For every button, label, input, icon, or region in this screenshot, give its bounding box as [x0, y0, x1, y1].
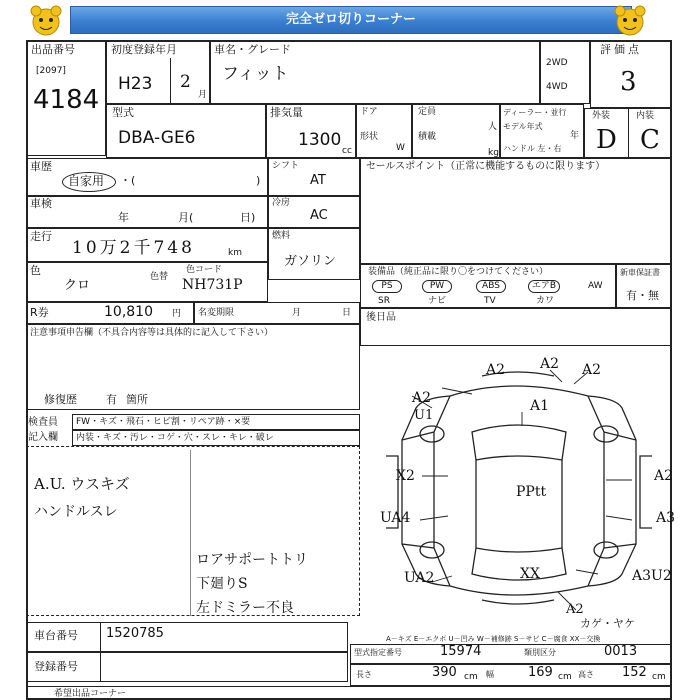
mark-ua4: UA4	[380, 510, 411, 526]
handle-label: ハンドル 左・右	[503, 144, 562, 153]
first-reg-month: 2	[180, 72, 191, 92]
mark-a2-top-mid: A2	[540, 356, 560, 372]
shape-label: 形状	[360, 132, 379, 142]
displacement-unit: cc	[342, 146, 352, 156]
lot-label: 出品番号	[31, 43, 75, 56]
hw-note-2: ハンドルスレ	[34, 504, 118, 520]
color-code-label: 色コード	[186, 265, 223, 275]
length-unit: cm	[464, 672, 478, 682]
width-value: 169	[528, 665, 553, 680]
dealer-label: ディーラー・並行	[503, 108, 567, 117]
repair-value: 有	[106, 393, 117, 406]
load-label: 積載	[418, 132, 437, 142]
handwritten-area	[26, 446, 360, 616]
interior-value: C	[640, 125, 660, 155]
hw-note-3: ロアサポートトリ	[196, 552, 308, 568]
displacement-value: 1300	[298, 130, 342, 150]
color-value: クロ	[64, 278, 91, 293]
history-value: 自家用	[68, 174, 105, 188]
mark-a1: A1	[530, 398, 550, 414]
inspector-row-1-text: FW・キズ・飛石・ヒビ割・リペア跡・×要	[76, 417, 251, 427]
recycle-value: 10,810	[104, 304, 153, 320]
new-warranty-label: 新車保証書	[620, 268, 660, 277]
rear-seat-label: 後日品	[366, 312, 396, 323]
drive-2wd: 2WD	[546, 58, 568, 68]
mark-a2-bottom: A2	[566, 602, 584, 617]
equip-abs: ABS	[476, 280, 506, 293]
car-name-label: 車名・グレード	[214, 43, 291, 56]
new-warranty-value: 有・無	[626, 289, 659, 302]
mark-x2: X2	[396, 468, 415, 484]
color-label: 色	[30, 264, 41, 277]
model-value: DBA-GE6	[118, 128, 196, 148]
color-change-label: 色替	[150, 272, 169, 282]
equip-airbag: エアB	[528, 280, 560, 293]
drive-4wd: 4WD	[546, 82, 568, 92]
repair-place: 箇所	[126, 393, 148, 406]
inspection-cell	[26, 196, 268, 228]
mark-a2-right: A2	[654, 468, 674, 484]
model-label: 型式	[112, 106, 134, 119]
chassis-label: 車台番号	[34, 629, 78, 642]
equip-aw: AW	[588, 281, 603, 291]
shift-label: シフト	[272, 161, 300, 171]
lot-number: 4184	[33, 85, 100, 115]
inspection-year: 年	[118, 211, 129, 224]
height-unit: cm	[652, 672, 666, 682]
name-change-day: 日	[342, 308, 352, 318]
first-reg-label: 初度登録年月	[111, 43, 177, 56]
designation-value: 15974	[440, 644, 482, 659]
name-change-month: 月	[292, 308, 302, 318]
footer-label: 希望出品コーナー	[54, 689, 127, 699]
damage-legend: A－キズ E－エクボ U－凹み W－補修跡 S－サビ C－腐食 XX－交換	[386, 635, 601, 643]
hw-note-1: A.U. ウスキズ	[34, 475, 130, 493]
equip-navi: ナビ	[428, 296, 447, 306]
aircon-label: 冷房	[272, 198, 291, 208]
equip-sr: SR	[378, 296, 390, 306]
mark-pptt: PPtt	[516, 484, 547, 500]
mileage-label: 走行	[30, 230, 52, 243]
length-label: 長さ	[356, 670, 372, 679]
notes-label: 注意事項申告欄（不具合内容等は具体的に記入して下さい）	[30, 328, 274, 338]
class-value: 0013	[604, 644, 638, 659]
aircon-value: AC	[310, 208, 328, 223]
fuel-label: 燃料	[272, 231, 291, 241]
score-label: 評価点	[600, 43, 642, 56]
history-cell	[26, 158, 268, 196]
mark-ua2: UA2	[404, 570, 435, 586]
equip-leather: カワ	[536, 296, 555, 306]
history-close: )	[256, 174, 261, 187]
mileage-value: 10万2千748	[72, 238, 195, 258]
recycle-unit: 円	[172, 309, 182, 319]
height-label: 高さ	[578, 670, 594, 679]
width-unit: cm	[558, 672, 572, 682]
width-label: 幅	[486, 670, 494, 679]
inspection-day: 日)	[240, 211, 256, 224]
history-label: 車歴	[30, 160, 52, 173]
mark-a2-top-left: A2	[486, 362, 506, 378]
history-rest: ・(	[120, 174, 136, 187]
first-reg-month-unit: 月	[198, 90, 208, 100]
equip-ps: PS	[372, 280, 402, 293]
shift-value: AT	[310, 173, 326, 188]
drive-cell	[540, 40, 590, 104]
inspector-label-1: 検査員	[28, 417, 58, 428]
fuel-value: ガソリン	[284, 254, 337, 269]
mileage-unit: km	[228, 248, 242, 258]
hw-note-5: 左ドミラー不良	[196, 600, 294, 616]
chassis-value: 1520785	[106, 626, 164, 641]
first-reg-era: H23	[118, 74, 153, 94]
equip-pw: PW	[422, 280, 452, 293]
mark-a3: A3	[656, 510, 676, 526]
sales-point-label: セールスポイント（正常に機能するものに限ります）	[366, 161, 606, 172]
mascot-right-icon	[612, 4, 648, 38]
interior-label: 内装	[636, 111, 655, 121]
color-code: NH731P	[182, 277, 243, 293]
hw-note-4: 下廻りS	[196, 576, 248, 592]
capacity-label: 定員	[418, 107, 437, 117]
equipment-label: 装備品（純正品に限り〇をつけてください）	[368, 267, 549, 277]
rear-seat-cell	[360, 308, 672, 346]
recycle-label: R券	[30, 306, 49, 319]
door-label: ドア	[360, 107, 378, 117]
mark-a2-top-right: A2	[582, 362, 602, 378]
load-unit: kg	[488, 148, 499, 158]
capacity-unit: 人	[488, 122, 498, 132]
inspection-month: 月(	[178, 211, 194, 224]
mascot-left-icon	[28, 4, 64, 38]
mark-kage: カゲ・ヤケ	[580, 617, 635, 630]
shape-value: W	[396, 143, 405, 153]
exterior-label: 外装	[592, 111, 611, 121]
model-year-unit: 年	[570, 131, 580, 141]
name-change-label: 名変期限	[198, 308, 235, 318]
inspector-row-2-text: 内装・キズ・汚レ・コゲ・穴・スレ・キレ・破レ	[76, 433, 274, 443]
mark-xx: XX	[520, 566, 540, 582]
mark-a3u2: A3U2	[632, 568, 672, 584]
displacement-label: 排気量	[270, 106, 303, 119]
score-value: 3	[620, 67, 637, 97]
page-title: 完全ゼロ切りコーナー	[70, 6, 632, 34]
length-value: 390	[432, 665, 457, 680]
class-label: 類別区分	[524, 648, 556, 657]
mark-a2-left: A2	[412, 390, 432, 406]
sales-point-cell	[360, 158, 672, 264]
lot-code: [2097]	[36, 66, 66, 76]
inspector-label-2: 記入欄	[28, 432, 58, 443]
equip-tv: TV	[484, 296, 496, 306]
inspection-label: 車検	[30, 197, 52, 210]
car-name: フィット	[222, 64, 289, 84]
mark-u1: U1	[414, 408, 434, 423]
repair-label: 修復歴	[44, 393, 77, 406]
designation-label: 型式指定番号	[354, 648, 402, 657]
model-year-label: モデル年式	[503, 122, 543, 131]
registration-label: 登録番号	[34, 660, 78, 673]
height-value: 152	[622, 665, 647, 680]
exterior-value: D	[596, 125, 617, 155]
